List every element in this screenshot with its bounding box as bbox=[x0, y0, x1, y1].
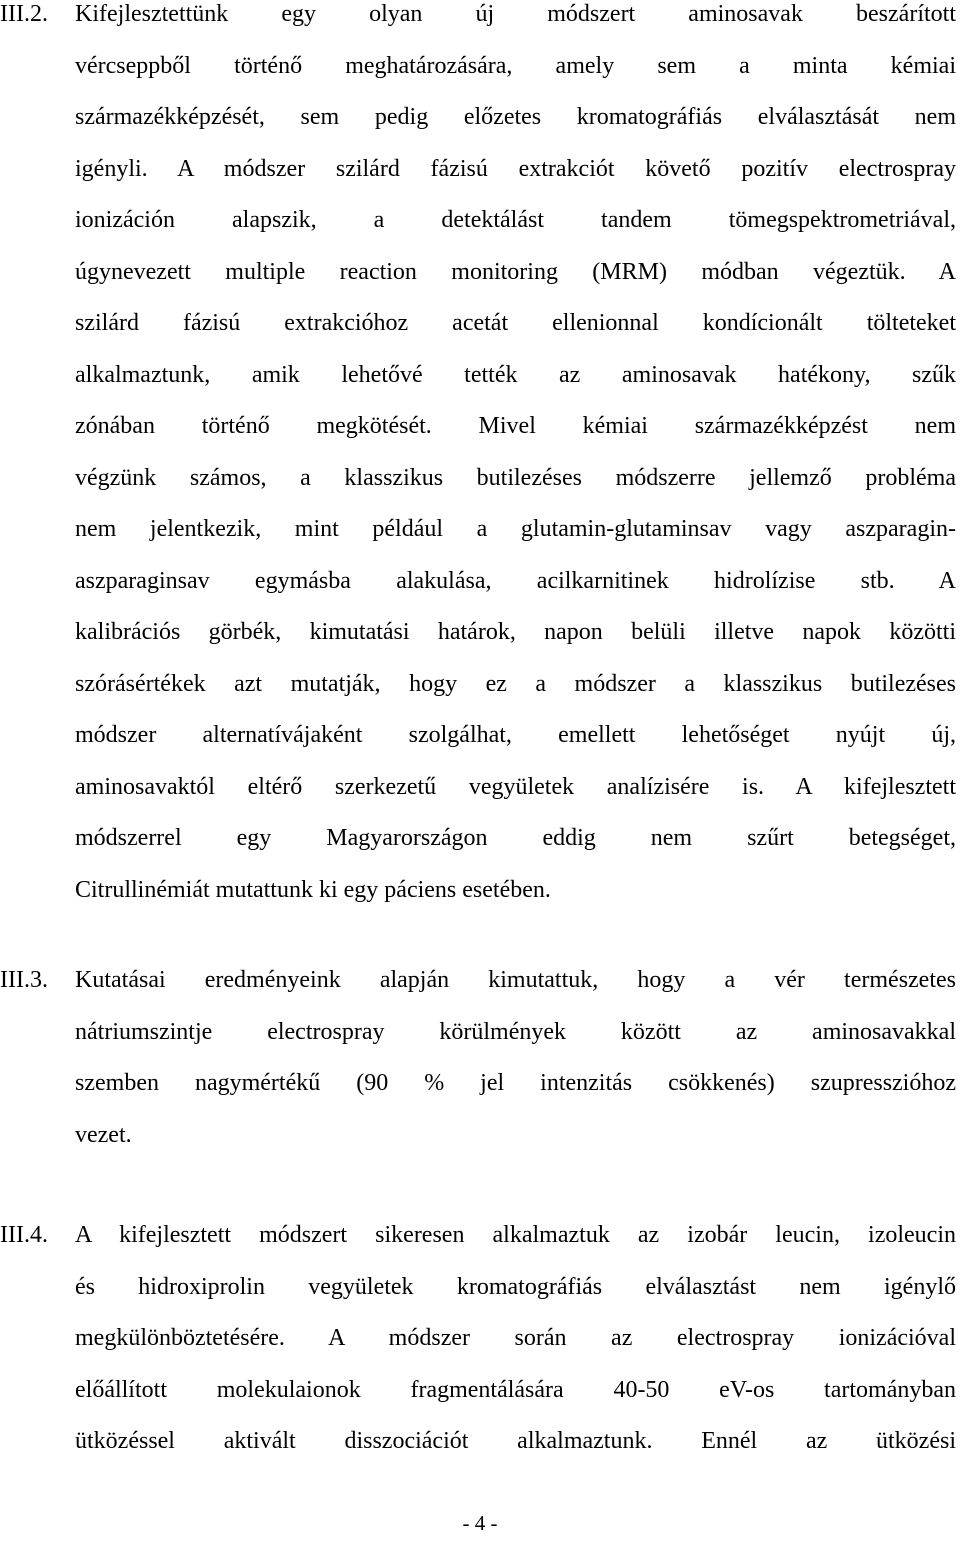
paragraph-line: Citrullinémiát mutattunk ki egy páciens esetében. bbox=[75, 876, 551, 903]
page-number: - 4 - bbox=[462, 1511, 498, 1535]
paragraph-line: vezet. bbox=[75, 1121, 132, 1148]
paragraph-line: aminosavaktól eltérő szerkezetű vegyületek analízisére is. A kifejlesztett bbox=[75, 773, 956, 800]
paragraph-line: szórásértékek azt mutatják, hogy ez a módszer a klasszikus butilezéses bbox=[75, 670, 956, 697]
paragraph-line: nátriumszintje electrospray körülmények között az aminosavakkal bbox=[75, 1018, 956, 1045]
paragraph-line: szemben nagymértékű (90 % jel intenzitás csökkenés) szupresszióhoz bbox=[75, 1070, 956, 1096]
paragraph-line: és hidroxiprolin vegyületek kromatográfiás elválasztást nem igénylő bbox=[75, 1273, 956, 1300]
section-number: III.2. bbox=[0, 1, 48, 27]
section-number: III.4. bbox=[0, 1222, 48, 1248]
paragraph-line: Kifejlesztettünk egy olyan új módszert aminosavak beszárított bbox=[75, 1, 956, 27]
section-number: III.3. bbox=[0, 967, 48, 993]
paragraph-line: módszer alternatívájaként szolgálhat, emellett lehetőséget nyújt új, bbox=[75, 722, 956, 748]
paragraph-line: Kutatásai eredményeink alapján kimutattuk, hogy a vér természetes bbox=[75, 967, 956, 993]
paragraph-line: ionizáción alapszik, a detektálást tandem tömegspektrometriával, bbox=[75, 207, 956, 233]
paragraph-line: vércseppből történő meghatározására, amely sem a minta kémiai bbox=[75, 52, 956, 79]
paragraph-line: kalibrációs görbék, kimutatási határok, napon belüli illetve napok közötti bbox=[75, 619, 956, 645]
paragraph-line: zónában történő megkötését. Mivel kémiai származékképzést nem bbox=[75, 413, 956, 439]
paragraph-line: származékképzését, sem pedig előzetes kromatográfiás elválasztását nem bbox=[75, 104, 956, 130]
paragraph-line: igényli. A módszer szilárd fázisú extrakciót követő pozitív electrospray bbox=[75, 155, 956, 182]
paragraph-line: A kifejlesztett módszert sikeresen alkalmaztuk az izobár leucin, izoleucin bbox=[75, 1222, 956, 1248]
paragraph-line: szilárd fázisú extrakcióhoz acetát ellenionnal kondícionált tölteteket bbox=[75, 310, 956, 336]
paragraph-line: módszerrel egy Magyarországon eddig nem szűrt betegséget, bbox=[75, 825, 956, 851]
paragraph-line: nem jelentkezik, mint például a glutamin-glutaminsav vagy aszparagin- bbox=[75, 516, 956, 542]
paragraph-line: alkalmaztunk, amik lehetővé tették az aminosavak hatékony, szűk bbox=[75, 361, 956, 388]
paragraph-line: végzünk számos, a klasszikus butilezéses módszerre jellemző probléma bbox=[75, 464, 956, 491]
paragraph-line: megkülönböztetésére. A módszer során az electrospray ionizációval bbox=[75, 1325, 956, 1351]
paragraph-line: előállított molekulaionok fragmentálására 40-50 eV-os tartományban bbox=[75, 1376, 956, 1403]
paragraph-line: úgynevezett multiple reaction monitoring (MRM) módban végeztük. A bbox=[75, 258, 956, 285]
paragraph-line: aszparaginsav egymásba alakulása, acilkarnitinek hidrolízise stb. A bbox=[75, 567, 956, 594]
paragraph-line: ütközéssel aktivált disszociációt alkalmaztunk. Ennél az ütközési bbox=[75, 1428, 956, 1454]
